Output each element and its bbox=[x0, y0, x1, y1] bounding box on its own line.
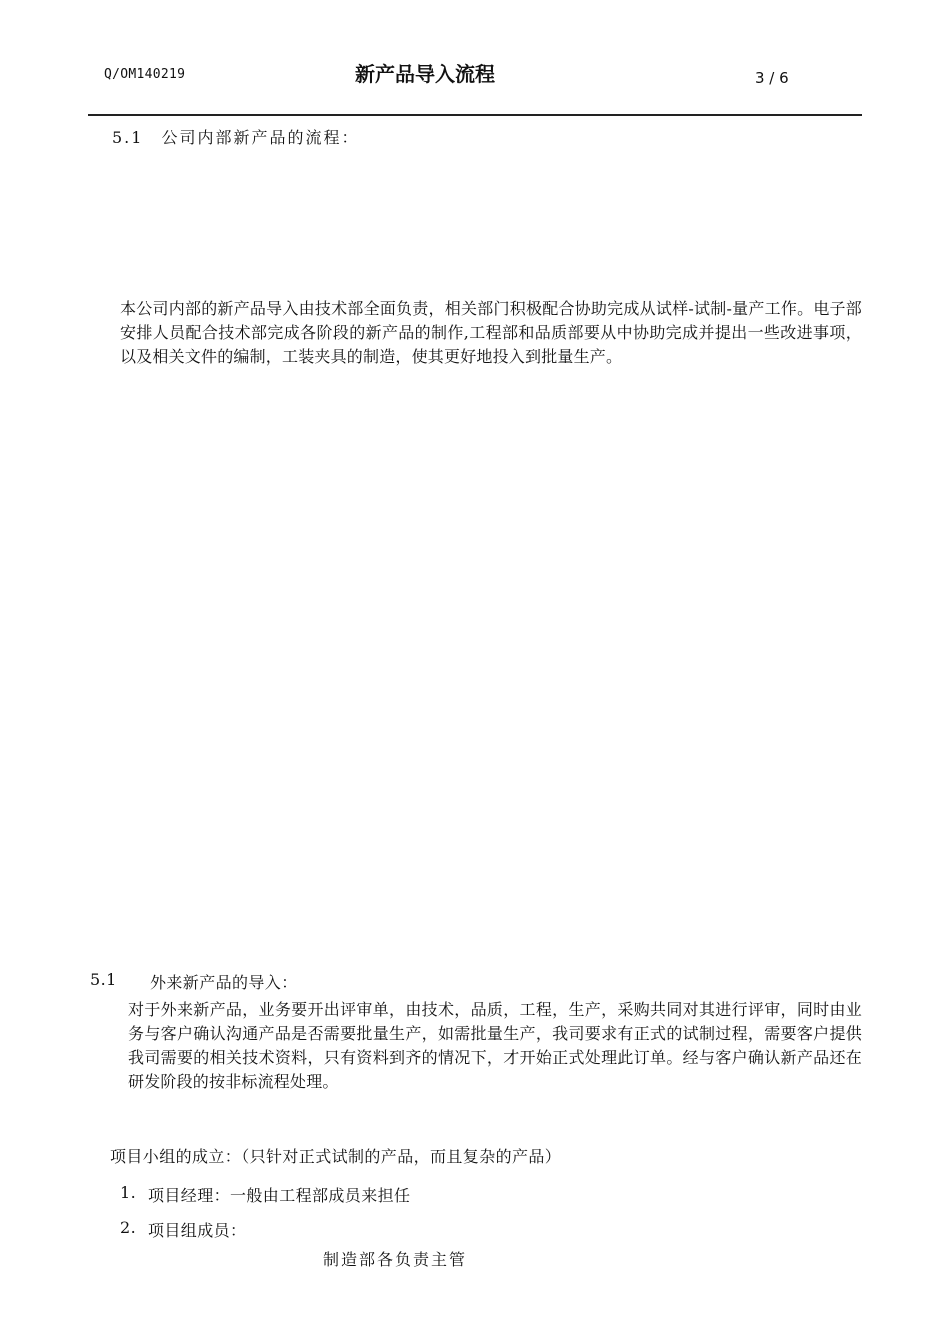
header-divider bbox=[88, 114, 862, 116]
section-heading: 5.1 公司内部新产品的流程： bbox=[112, 128, 360, 147]
list-item-text: 项目组成员： bbox=[148, 1221, 247, 1240]
team-member-line: 制造部各负责主管 bbox=[323, 1250, 468, 1269]
list-item-text: 项目经理：一般由工程部成员来担任 bbox=[148, 1186, 411, 1205]
section-heading: 外来新产品的导入： bbox=[150, 973, 298, 992]
list-item-number: 1. bbox=[120, 1183, 137, 1202]
section-paragraph: 对于外来新产品，业务要开出评审单，由技术，品质，工程，生产，采购共同对其进行评审，同时由业务与客户确认沟通产品是否需要批量生产，如需批量生产，我司要求有正式的试制过程，需要客户提供我司需要的相关技术资料，只有资料到齐的情况下，才开始正式处理此订单。经与客户确认新产品还在研发阶段的按非标流程处理。 bbox=[128, 1000, 862, 1091]
page-number: 3 / 6 bbox=[755, 69, 789, 87]
project-team-title: 项目小组的成立：（只针对正式试制的产品，而且复杂的产品） bbox=[110, 1147, 562, 1166]
section-number: 5.1 bbox=[90, 970, 117, 989]
document-code: Q/OM140219 bbox=[104, 67, 186, 82]
document-title: 新产品导入流程 bbox=[355, 62, 495, 86]
section-paragraph: 本公司内部的新产品导入由技术部全面负责，相关部门积极配合协助完成从试样-试制-量产工作。电子部安排人员配合技术部完成各阶段的新产品的制作,工程部和品质部要从中协助完成并提出一些改进事项，以及相关文件的编制，工装夹具的制造，使其更好地投入到批量生产。 bbox=[120, 299, 862, 366]
list-item-number: 2. bbox=[120, 1218, 137, 1237]
